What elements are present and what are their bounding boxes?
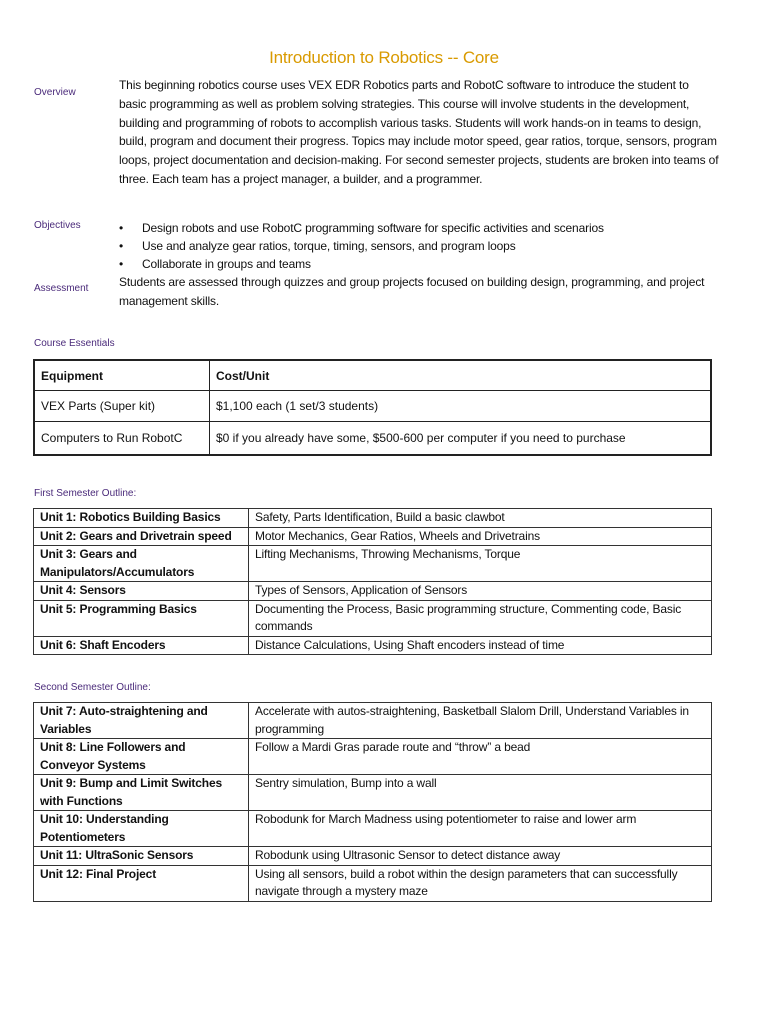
unit-cell: Unit 3: Gears and Manipulators/Accumulators (34, 546, 249, 582)
table-row (34, 509, 712, 528)
topics-cell: Robodunk for March Madness using potentiometer to raise and lower arm (249, 811, 712, 847)
unit-cell: Unit 7: Auto-straightening and Variables (34, 703, 249, 739)
table-row (34, 775, 712, 811)
list-item (119, 255, 719, 273)
first-semester-table (33, 508, 712, 655)
bullet-icon: • (119, 221, 124, 235)
topics-cell: Follow a Mardi Gras parade route and “throw” a bead (249, 739, 712, 775)
unit-cell: Unit 10: Understanding Potentiometers (34, 811, 249, 847)
objectives-list (119, 219, 719, 273)
unit-cell: Unit 6: Shaft Encoders (34, 636, 249, 655)
topics-cell: Lifting Mechanisms, Throwing Mechanisms, Torque (249, 546, 712, 582)
unit-cell: Unit 9: Bump and Limit Switches with Functions (34, 775, 249, 811)
topics-cell: Motor Mechanics, Gear Ratios, Wheels and Drivetrains (249, 527, 712, 546)
header-cost: Cost/Unit (210, 360, 712, 391)
topics-cell: Documenting the Process, Basic programming structure, Commenting code, Basic commands (249, 600, 712, 636)
overview-label: Overview (34, 87, 76, 98)
course-essentials-label: Course Essentials (34, 338, 115, 349)
header-equipment: Equipment (34, 360, 210, 391)
course-essentials-table (33, 359, 712, 456)
table-row (34, 811, 712, 847)
bullet-icon: • (119, 239, 124, 253)
list-item (119, 237, 719, 255)
table-row (34, 527, 712, 546)
cost-cell: $1,100 each (1 set/3 students) (210, 391, 712, 422)
objective-text: Use and analyze gear ratios, torque, timing, sensors, and program loops (142, 239, 516, 253)
unit-cell: Unit 5: Programming Basics (34, 600, 249, 636)
cost-cell: $0 if you already have some, $500-600 per computer if you need to purchase (210, 422, 712, 456)
unit-cell: Unit 8: Line Followers and Conveyor Systems (34, 739, 249, 775)
objectives-label: Objectives (34, 220, 81, 231)
topics-cell: Sentry simulation, Bump into a wall (249, 775, 712, 811)
table-row (34, 391, 711, 422)
topics-cell: Safety, Parts Identification, Build a basic clawbot (249, 509, 712, 528)
overview-text: This beginning robotics course uses VEX EDR Robotics parts and RobotC software to introduce the student to basic programming as well as problem solving strategies. This course will involve students in the development, building and programming of robots to accomplish various tasks. Students will work hands-on in teams to design, build, program and document their progress. Topics may include motor speed, gear ratios, torque, sensors, program loops, project documentation and decision-making. For second semester projects, students are broken into teams of three. Each team has a project manager, a builder, and a programmer. (119, 78, 719, 186)
second-semester-table (33, 702, 712, 902)
second-semester-label: Second Semester Outline: (34, 682, 151, 693)
assessment-text: Students are assessed through quizzes and group projects focused on building design, programming, and project management skills. (119, 275, 705, 308)
topics-cell: Distance Calculations, Using Shaft encoders instead of time (249, 636, 712, 655)
table-row (34, 600, 712, 636)
topics-cell: Types of Sensors, Application of Sensors (249, 582, 712, 601)
table-row (34, 739, 712, 775)
table-row (34, 546, 712, 582)
unit-cell: Unit 12: Final Project (34, 865, 249, 901)
list-item (119, 219, 719, 237)
equipment-cell: Computers to Run RobotC (34, 422, 210, 456)
table-header-row (34, 360, 711, 391)
table-row (34, 703, 712, 739)
bullet-icon: • (119, 257, 124, 271)
unit-cell: Unit 1: Robotics Building Basics (34, 509, 249, 528)
equipment-cell: VEX Parts (Super kit) (34, 391, 210, 422)
topics-cell: Accelerate with autos-straightening, Basketball Slalom Drill, Understand Variables in programming (249, 703, 712, 739)
table-row (34, 865, 712, 901)
unit-cell: Unit 4: Sensors (34, 582, 249, 601)
table-row (34, 636, 712, 655)
objective-text: Design robots and use RobotC programming software for specific activities and scenarios (142, 221, 604, 235)
page-title: Introduction to Robotics -- Core (269, 48, 499, 67)
table-row (34, 847, 712, 866)
topics-cell: Robodunk using Ultrasonic Sensor to detect distance away (249, 847, 712, 866)
assessment-label: Assessment (34, 283, 89, 294)
topics-cell: Using all sensors, build a robot within the design parameters that can successfully navigate through a mystery maze (249, 865, 712, 901)
table-row (34, 422, 711, 456)
objective-text: Collaborate in groups and teams (142, 257, 311, 271)
unit-cell: Unit 2: Gears and Drivetrain speed (34, 527, 249, 546)
unit-cell: Unit 11: UltraSonic Sensors (34, 847, 249, 866)
first-semester-label: First Semester Outline: (34, 488, 137, 499)
table-row (34, 582, 712, 601)
